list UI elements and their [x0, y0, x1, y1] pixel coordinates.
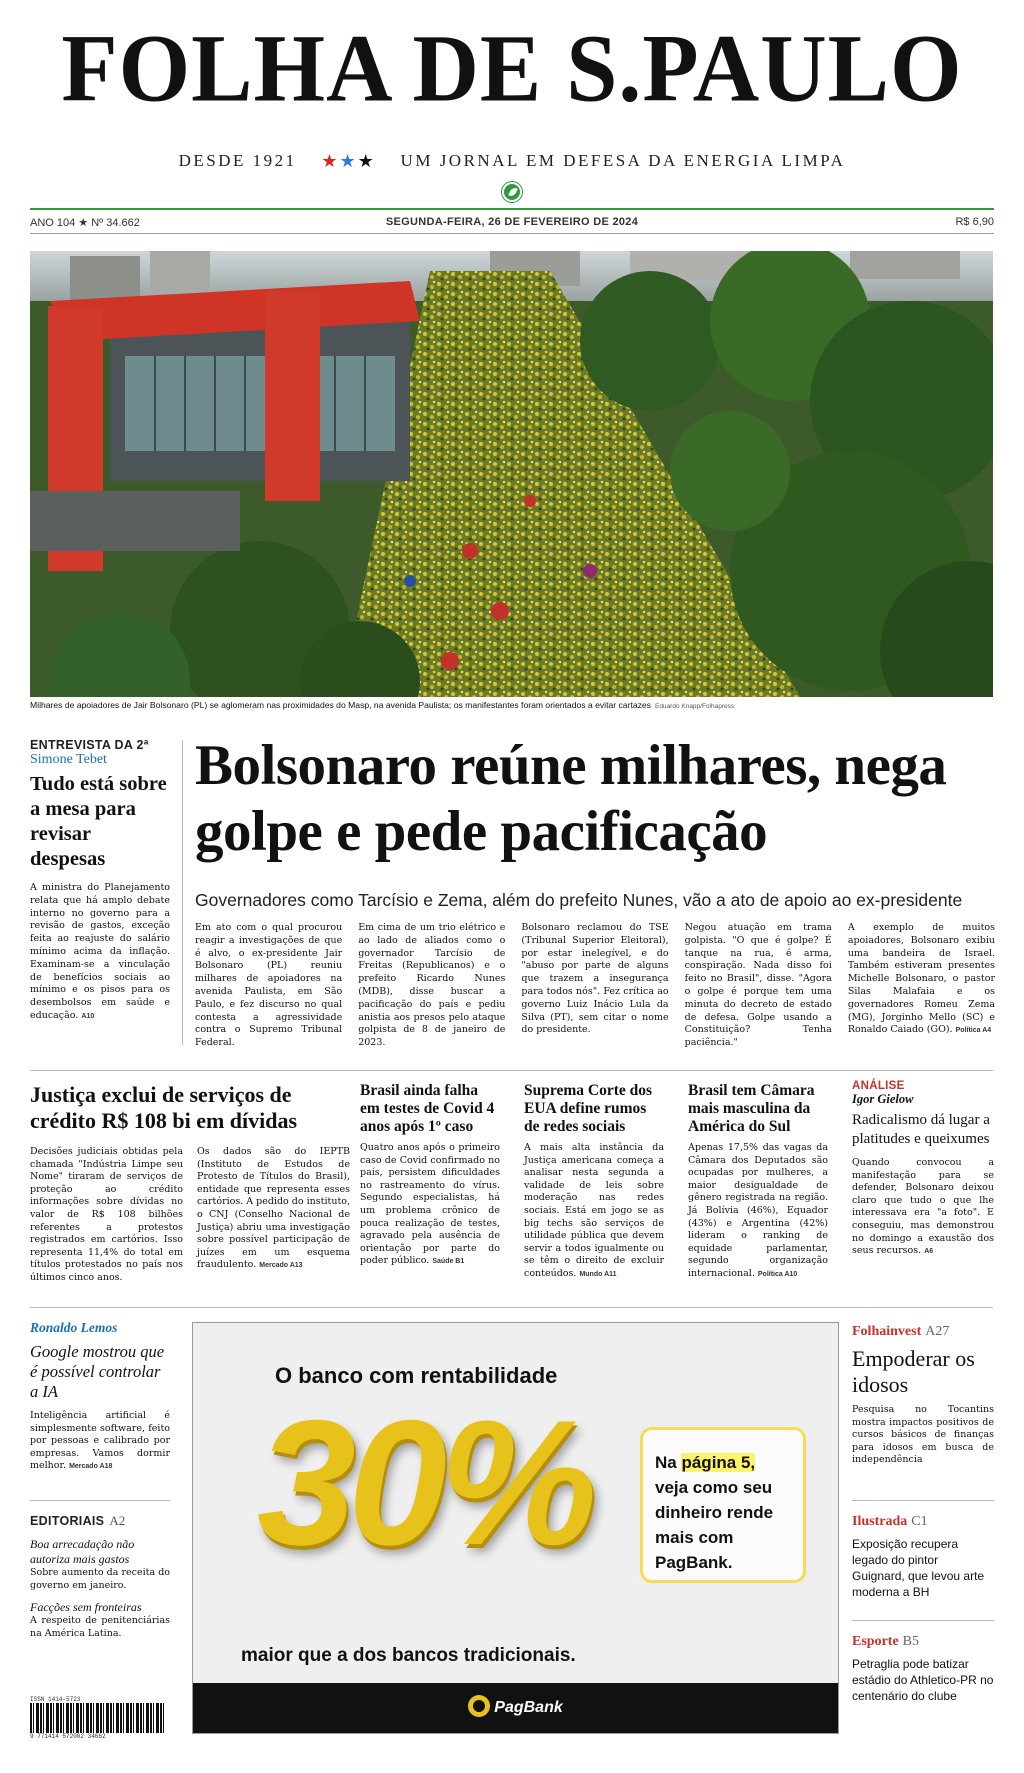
editorial-1-title[interactable]: Boa arrecadação não autoriza mais gastos [30, 1537, 135, 1566]
interview-headline[interactable]: Tudo está sobre a mesa para revisar despesas [30, 773, 167, 870]
clean-energy-leaf-icon [502, 182, 522, 202]
main-col-1: Em ato com o qual procurou reagir a investigações de que é alvo, o ex-presidente Jair Bolsonaro (PL) reuniu milhares de apoiadores na avenida Paulista, em São Paulo, e fez discurso no qual contesta a agressividade contra o Supremo Tribunal Federal. [195, 922, 343, 1049]
interview-box [30, 738, 170, 1024]
main-col-5 [848, 922, 995, 1050]
interview-body [30, 882, 170, 1024]
folhainvest-section: Folhainvest [852, 1324, 922, 1339]
barcode-bars [30, 1703, 165, 1733]
lemos-author: Ronaldo Lemos [30, 1320, 118, 1335]
main-story-columns [195, 922, 995, 1050]
justica-col-2 [197, 1146, 350, 1285]
camara-ref: Política A10 [757, 1270, 798, 1278]
analise-kicker: ANÁLISE [852, 1080, 905, 1092]
motto: UM JORNAL EM DEFESA DA ENERGIA LIMPA [400, 151, 846, 171]
ad-box-highlight: página 5, [681, 1453, 756, 1472]
lemos-headline[interactable]: Google mostrou que é possível controlar a IA [30, 1342, 165, 1401]
main-col-5-text: A exemplo de muitos apoiadores, Bolsonaro exibiu uma bandeira de Israel. Também estiveram presentes Michelle Bolsonaro, o pastor Silas Malafaia e os governadores Romeu Zema (MG), Jorginho Mello (SC) e Ronaldo Caiado (GO). [847, 922, 996, 1036]
camara-body-text: Apenas 17,5% das vagas da Câmara dos Deputados são ocupadas por mulheres, a maior desigualdade de gênero registrada na região. Já Bolívia (46%), Equador (43%) e Argentina (42%) lideram o ranking de equidade parlamentar, segundo organização internacional. [688, 1142, 828, 1279]
right-divider-2 [852, 1620, 994, 1621]
lemos-body [30, 1410, 170, 1474]
interview-name: Simone Tebet [30, 752, 107, 767]
pagbank-logo-icon [468, 1695, 490, 1717]
pagbank-ad[interactable] [192, 1322, 839, 1734]
dateline [30, 208, 994, 234]
photo-credit: Eduardo Knapp/Folhapress [654, 703, 735, 710]
esporte-page: B5 [902, 1634, 920, 1649]
pagbank-logo [193, 1697, 838, 1719]
covid-headline[interactable]: Brasil ainda falha em testes de Covid 4 anos após 1º caso [360, 1082, 495, 1135]
story-covid [360, 1082, 500, 1269]
since-label: DESDE 1921 [178, 151, 297, 171]
column-divider [182, 740, 183, 1045]
folhainvest-headline[interactable]: Empoderar os idosos [852, 1346, 975, 1397]
story-suprema [524, 1082, 664, 1282]
suprema-body-text: A mais alta instância da Justiça americana começa a analisar nesta segunda a validade de leis sobre moderação nas redes sociais. Está em jogo se as big techs são serviços de utilidade pública que devem servir a todos igualmente ou se têm o direito de excluir conteúdos. [524, 1142, 664, 1279]
suprema-body [524, 1142, 664, 1282]
ad-footer-bar [193, 1683, 838, 1733]
interview-ref: A10 [81, 1012, 95, 1020]
editoriais-label: EDITORIAIS [30, 1514, 105, 1528]
photo-caption [30, 700, 993, 710]
main-col-3: Bolsonaro reclamou do TSE (Tribunal Superior Eleitoral), por estar inelegível, e do "abuso por parte de alguns que trazem a insegurança para todos nós". Fez crítica ao governo Luiz Inácio Lula da Silva (PT), sem citar o nome do presidente. [521, 922, 669, 1036]
row-divider [30, 1070, 993, 1071]
left-divider [30, 1500, 170, 1501]
editorial-2-text: A respeito de penitenciárias na América Latina. [30, 1615, 170, 1639]
folhainvest-body: Pesquisa no Tocantins mostra impactos positivos de cursos básicos de finanças para idosos em busca de independência [852, 1404, 994, 1466]
main-photo [30, 251, 993, 697]
justica-ref: Mercado A13 [259, 1262, 303, 1270]
masthead [0, 14, 1024, 122]
analise-ref: A6 [924, 1248, 934, 1256]
justica-col-1: Decisões judiciais obtidas pela chamada "Indústria Limpe seu Nome" tiraram de serviços de proteção ao crédito informações sobre dívidas no valor de R$ 108 bilhões referentes a protestos registrados em cartórios. Isso representa 11,4% do total em títulos protestados no país nos últimos cinco anos. [30, 1146, 183, 1283]
analise-body-text: Quando convocou a manifestação para se defender, Bolsonaro deixou claro que tudo o que lhe interessava era "a foto". E conseguiu, mas demonstrou no domingo a exaustão dos seus recursos. [852, 1157, 994, 1257]
justica-headline[interactable]: Justiça exclui de serviços de crédito R$ 108 bi em dívidas [30, 1082, 298, 1133]
suprema-headline[interactable]: Suprema Corte dos EUA define rumos de redes sociais [524, 1082, 653, 1135]
barcode-digits: 9 771414 572002 34662 [30, 1733, 106, 1740]
row-divider-2 [30, 1307, 993, 1308]
editorial-2-title[interactable]: Facções sem fronteiras [30, 1600, 142, 1615]
pagbank-logo-text: PagBank [494, 1699, 563, 1717]
main-ref: Política A4 [955, 1027, 992, 1035]
ad-box-pre: Na [655, 1453, 682, 1472]
camara-body [688, 1142, 828, 1282]
interview-body-text: A ministra do Planejamento relata que há amplo debate interno no governo para a revisão de gastos, exceção feita ao reajuste do salário mínimo acima da inflação. Examinam-se a vinculação de benefícios sociais ao mínimo e os pisos para os desembolsos em saúde e educação. [30, 882, 170, 1021]
ilustrada-section: Ilustrada [852, 1514, 908, 1529]
suprema-ref: Mundo A11 [579, 1270, 617, 1278]
justica-col-2-text: Os dados são do IEPTB (Instituto de Estudos de Protesto de Títulos do Brasil), entidade que representa esses cartórios. A pedido do instituto, o CNJ (Conselho Nacional de Justiça) abriu uma investigação sobre possível participação de juízes em um esquema fraudulento. [197, 1146, 351, 1271]
covid-body-text: Quatro anos após o primeiro caso de Covid confirmado no país, persistem dificuldades no rastreamento do vírus. Segundo especialistas, há um problema crônico de pouca realização de testes, agravado pela ausência de orientação por parte do poder público. [360, 1142, 500, 1267]
esporte-section: Esporte [852, 1634, 899, 1649]
editoriais [30, 1510, 170, 1640]
analise-headline[interactable]: Radicalismo dá lugar a platitudes e queixumes [852, 1112, 990, 1147]
main-subheadline: Governadores como Tarcísio e Zema, além do prefeito Nunes, vão a ato de apoio ao ex-presidente [195, 890, 963, 910]
issue-date: SEGUNDA-FEIRA, 26 DE FEVEREIRO DE 2024 [385, 216, 639, 228]
main-col-4: Negou atuação em trama golpista. "O que é golpe? É tanque na rua, é arma, conspiração. Nada disso foi feito no Brasil", disse. "Agora o golpe é porque tem uma minuta do decreto de estado de defesa. Golpe usando a Constituição? Tenha paciência." [684, 922, 832, 1049]
analise-author: Igor Gielow [852, 1092, 914, 1106]
main-col-2: Em cima de um trio elétrico e ao lado de aliados como o governador Tarcísio de Freitas (Republicanos) e o prefeito Ricardo Nunes (MDB), disse buscar a pacificação do país e pediu anistia aos presos pelo ataque golpista de 8 de janeiro de 2023. [358, 922, 506, 1049]
esporte-body[interactable]: Petraglia pode batizar estádio do Athletico-PR no centenário do clube [852, 1657, 994, 1703]
sidebar-folhainvest [852, 1320, 994, 1467]
camara-headline[interactable]: Brasil tem Câmara mais masculina da América do Sul [688, 1082, 815, 1135]
lemos-ref: Mercado A18 [69, 1463, 113, 1471]
price: R$ 6,90 [955, 216, 994, 228]
analise-body [852, 1157, 994, 1259]
ad-box-rest: veja como seu dinheiro rende mais com PagBank. [655, 1478, 774, 1572]
sidebar-ilustrada [852, 1510, 994, 1600]
barcode [30, 1696, 165, 1740]
issn: ISSN 1414-5723 [30, 1696, 81, 1703]
ad-percent: 30% [257, 1383, 590, 1582]
story-analise [852, 1080, 994, 1259]
caption-text: Milhares de apoiadores de Jair Bolsonaro (PL) se aglomeram nas proximidades do Masp, na avenida Paulista; os manifestantes foram orientados a evitar cartazes [30, 700, 651, 710]
ilustrada-page: C1 [911, 1514, 928, 1529]
protest-photo-illustration [30, 251, 993, 697]
ad-callout-box [640, 1427, 806, 1583]
column-lemos [30, 1320, 170, 1474]
interview-kicker: ENTREVISTA DA 2ª [30, 738, 149, 752]
folhainvest-page: A27 [925, 1324, 950, 1339]
newspaper-title: FOLHA DE S.PAULO [61, 14, 963, 122]
tagline-row [0, 150, 1024, 172]
main-headline[interactable]: Bolsonaro reúne milhares, nega golpe e pede pacificação [195, 734, 947, 863]
editoriais-page: A2 [109, 1513, 126, 1528]
ilustrada-body[interactable]: Exposição recupera legado do pintor Guignard, que levou arte moderna a BH [852, 1537, 985, 1599]
ad-top-text: O banco com rentabilidade [275, 1363, 558, 1388]
sidebar-esporte [852, 1630, 994, 1704]
ad-bottom-text: maior que a dos bancos tradicionais. [241, 1645, 576, 1666]
lemos-body-text: Inteligência artificial é simplesmente software, feito por pessoas e calibrado por empresas. Vamos dormir melhor. [30, 1410, 170, 1472]
story-camara [688, 1082, 828, 1282]
stars-icon: ★★★ [321, 151, 376, 172]
covid-ref: Saúde B1 [432, 1258, 465, 1266]
story-justica [30, 1082, 350, 1285]
right-divider-1 [852, 1500, 994, 1501]
editorial-1-text: Sobre aumento da receita do governo em janeiro. [30, 1567, 170, 1591]
edition-number: ANO 104 ★ Nº 34.662 [30, 217, 140, 229]
covid-body [360, 1142, 500, 1269]
